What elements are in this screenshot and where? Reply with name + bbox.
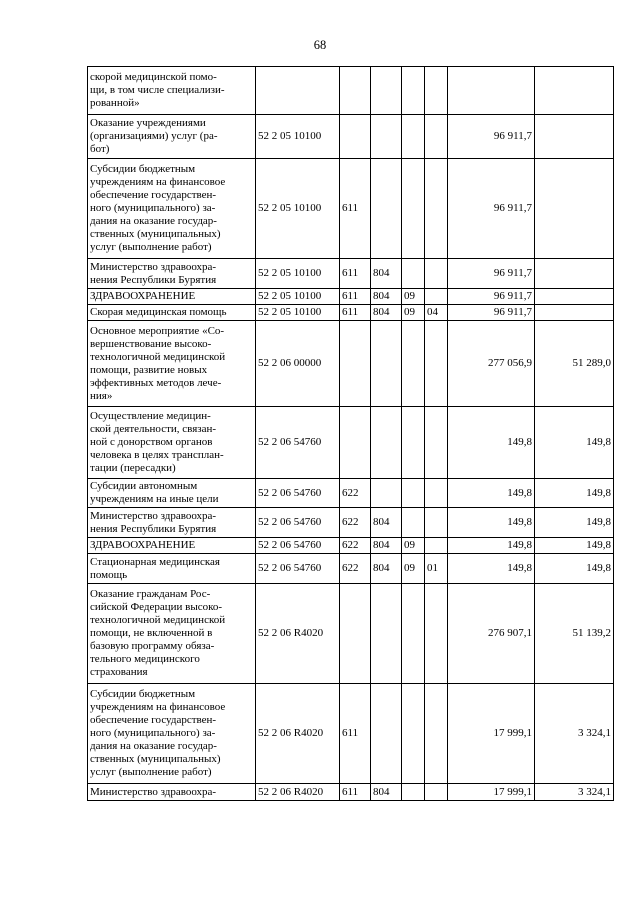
cell-administrator-code: 804 [371,289,402,305]
table-row [88,115,614,159]
cell-target-article-code: 52 2 05 10100 [256,305,340,321]
cell-administrator-code [371,407,402,479]
cell-section [402,321,425,407]
cell-amount-2: 3 324,1 [535,784,614,801]
cell-expense-type [340,67,371,115]
table-row [88,584,614,684]
cell-subsection [425,259,448,289]
cell-section [402,584,425,684]
cell-subsection [425,538,448,554]
cell-amount-2: 149,8 [535,554,614,584]
cell-subsection [425,159,448,259]
cell-subsection [425,684,448,784]
cell-administrator-code [371,115,402,159]
cell-target-article-code: 52 2 05 10100 [256,115,340,159]
cell-expense-type [340,407,371,479]
table-row [88,407,614,479]
cell-section [402,784,425,801]
cell-subsection [425,508,448,538]
cell-name: Скорая медицинская помощь [88,305,256,321]
cell-section [402,67,425,115]
cell-target-article-code: 52 2 05 10100 [256,289,340,305]
cell-amount-1: 277 056,9 [448,321,535,407]
cell-target-article-code: 52 2 06 00000 [256,321,340,407]
cell-administrator-code: 804 [371,784,402,801]
cell-expense-type: 611 [340,305,371,321]
cell-expense-type: 611 [340,159,371,259]
cell-target-article-code: 52 2 06 54760 [256,479,340,508]
cell-administrator-code: 804 [371,305,402,321]
table-row [88,784,614,801]
cell-name: Осуществление медицин- ской деятельности, связан- ной с донорством органов человека в целях трансплан- тации (пересадки) [88,407,256,479]
cell-target-article-code [256,67,340,115]
cell-expense-type: 622 [340,538,371,554]
table-row [88,259,614,289]
cell-section [402,508,425,538]
cell-amount-2: 3 324,1 [535,684,614,784]
cell-amount-2 [535,289,614,305]
cell-subsection [425,115,448,159]
cell-target-article-code: 52 2 05 10100 [256,159,340,259]
cell-expense-type: 622 [340,479,371,508]
cell-amount-1: 149,8 [448,554,535,584]
cell-subsection [425,479,448,508]
cell-name: Министерство здравоохра- нения Республики Бурятия [88,508,256,538]
cell-target-article-code: 52 2 06 54760 [256,554,340,584]
cell-amount-2: 51 289,0 [535,321,614,407]
table-row [88,554,614,584]
cell-amount-1: 276 907,1 [448,584,535,684]
cell-amount-1: 17 999,1 [448,784,535,801]
cell-subsection [425,407,448,479]
cell-amount-2 [535,115,614,159]
cell-amount-2 [535,159,614,259]
table-row [88,538,614,554]
cell-subsection [425,67,448,115]
cell-amount-2: 51 139,2 [535,584,614,684]
cell-target-article-code: 52 2 06 R4020 [256,784,340,801]
cell-name: Субсидии бюджетным учреждениям на финансовое обеспечение государствен- ного (муниципального) за- дания на оказание государ- ственных (муниципальных) услуг (выполнение работ) [88,159,256,259]
cell-subsection: 04 [425,305,448,321]
cell-amount-2: 149,8 [535,538,614,554]
cell-section [402,259,425,289]
cell-administrator-code [371,584,402,684]
cell-expense-type: 622 [340,508,371,538]
table-row [88,67,614,115]
cell-expense-type: 611 [340,259,371,289]
cell-section: 09 [402,554,425,584]
cell-amount-1: 96 911,7 [448,289,535,305]
cell-amount-1: 17 999,1 [448,684,535,784]
cell-name: Министерство здравоохра- нения Республики Бурятия [88,259,256,289]
cell-target-article-code: 52 2 06 54760 [256,508,340,538]
cell-section [402,684,425,784]
cell-name: Оказание гражданам Рос- сийской Федерации высоко- технологичной медицинской помощи, не включенной в базовую программу обяза- тельного медицинского страхования [88,584,256,684]
cell-name: Основное мероприятие «Со- вершенствование высоко- технологичной медицинской помощи, развитие новых эффективных методов лече- ния» [88,321,256,407]
cell-expense-type [340,321,371,407]
cell-administrator-code [371,67,402,115]
cell-name: ЗДРАВООХРАНЕНИЕ [88,289,256,305]
budget-table [87,66,614,801]
cell-expense-type [340,115,371,159]
table-row [88,321,614,407]
table-row [88,305,614,321]
cell-expense-type: 611 [340,784,371,801]
cell-target-article-code: 52 2 05 10100 [256,259,340,289]
cell-administrator-code: 804 [371,538,402,554]
cell-target-article-code: 52 2 06 54760 [256,538,340,554]
cell-administrator-code: 804 [371,554,402,584]
page-number: 68 [313,38,327,52]
cell-amount-2 [535,305,614,321]
cell-subsection [425,784,448,801]
cell-section [402,407,425,479]
cell-subsection [425,321,448,407]
table-row [88,159,614,259]
cell-name: Субсидии бюджетным учреждениям на финансовое обеспечение государствен- ного (муниципального) за- дания на оказание государ- ственных (муниципальных) услуг (выполнение работ) [88,684,256,784]
cell-amount-2: 149,8 [535,479,614,508]
cell-amount-1: 149,8 [448,479,535,508]
cell-expense-type: 611 [340,289,371,305]
cell-section: 09 [402,289,425,305]
cell-section: 09 [402,538,425,554]
cell-name: ЗДРАВООХРАНЕНИЕ [88,538,256,554]
cell-administrator-code: 804 [371,508,402,538]
cell-target-article-code: 52 2 06 R4020 [256,684,340,784]
cell-administrator-code [371,159,402,259]
cell-amount-2: 149,8 [535,407,614,479]
cell-administrator-code [371,321,402,407]
cell-target-article-code: 52 2 06 R4020 [256,584,340,684]
cell-amount-1: 149,8 [448,508,535,538]
cell-amount-1: 96 911,7 [448,159,535,259]
cell-name: Министерство здравоохра- [88,784,256,801]
table-row [88,289,614,305]
cell-amount-1: 96 911,7 [448,305,535,321]
cell-subsection [425,584,448,684]
cell-name: Оказание учреждениями (организациями) услуг (ра- бот) [88,115,256,159]
table-row [88,684,614,784]
cell-expense-type [340,584,371,684]
cell-amount-1: 149,8 [448,407,535,479]
cell-target-article-code: 52 2 06 54760 [256,407,340,479]
cell-amount-2 [535,259,614,289]
table-row [88,508,614,538]
cell-expense-type: 622 [340,554,371,584]
cell-amount-1: 96 911,7 [448,115,535,159]
cell-amount-1: 149,8 [448,538,535,554]
cell-section [402,479,425,508]
cell-amount-2 [535,67,614,115]
cell-name: скорой медицинской помо- щи, в том числе специализи- рованной» [88,67,256,115]
cell-section [402,115,425,159]
cell-administrator-code [371,684,402,784]
cell-amount-1: 96 911,7 [448,259,535,289]
cell-section: 09 [402,305,425,321]
cell-subsection: 01 [425,554,448,584]
cell-amount-1 [448,67,535,115]
cell-expense-type: 611 [340,684,371,784]
cell-name: Субсидии автономным учреждениям на иные цели [88,479,256,508]
cell-subsection [425,289,448,305]
cell-administrator-code [371,479,402,508]
cell-section [402,159,425,259]
cell-amount-2: 149,8 [535,508,614,538]
table-row [88,479,614,508]
cell-name: Стационарная медицинская помощь [88,554,256,584]
cell-administrator-code: 804 [371,259,402,289]
